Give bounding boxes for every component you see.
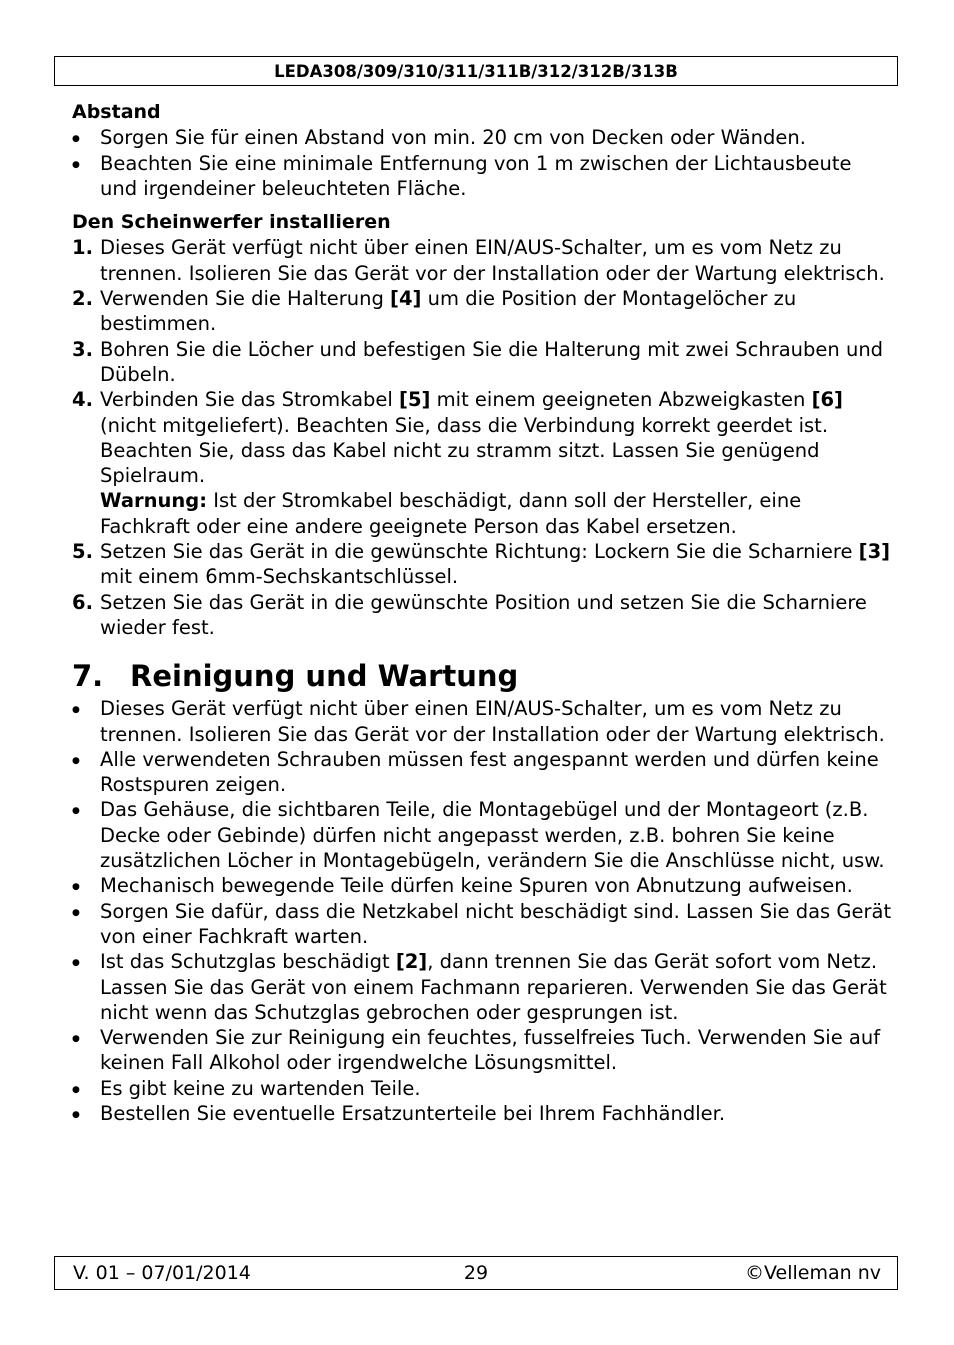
step-number: 6.	[72, 590, 93, 614]
list-item: ● Es gibt keine zu wartenden Teile.	[72, 1076, 892, 1101]
step-2	[72, 286, 892, 337]
list-item: ● Verwenden Sie zur Reinigung ein feuchtes, fusselfreies Tuch. Verwenden Sie auf keinen Fall Alkohol oder irgendwelche Lösungsmittel.	[72, 1025, 892, 1076]
copyright: ©Velleman nv	[745, 1262, 881, 1284]
list-item: ● Bestellen Sie eventuelle Ersatzunterteile bei Ihrem Fachhändler.	[72, 1101, 892, 1126]
step-text: Verbinden Sie das Stromkabel	[100, 388, 400, 412]
warning-text: Ist der Stromkabel beschädigt, dann soll der Hersteller, eine Fachkraft oder eine andere geeignete Person das Kabel ersetzen.	[100, 489, 802, 538]
list-item: ● Beachten Sie eine minimale Entfernung von 1 m zwischen der Lichtausbeute und irgendeiner beleuchteten Fläche.	[72, 151, 892, 202]
step-number: 4.	[72, 388, 93, 412]
page-footer	[54, 1256, 898, 1290]
list-item: ● Alle verwendeten Schrauben müssen fest angespannt werden und dürfen keine Rostspuren zeigen.	[72, 747, 892, 798]
item-text: Ist das Schutzglas beschädigt	[100, 950, 396, 974]
maintenance-list	[72, 696, 892, 1126]
part-ref: [3]	[858, 540, 891, 564]
part-ref: [5]	[399, 388, 431, 412]
version-date: V. 01 – 07/01/2014	[73, 1262, 251, 1284]
warning-label: Warnung:	[100, 489, 207, 513]
list-item	[72, 949, 892, 1025]
model-numbers: LEDA308/309/310/311/311B/312/312B/313B	[274, 62, 678, 81]
step-6	[72, 590, 892, 641]
install-heading: Den Scheinwerfer installieren	[72, 211, 391, 234]
step-number: 1.	[72, 236, 93, 260]
step-text: Setzen Sie das Gerät in die gewünschte Richtung: Lockern Sie die Scharniere	[100, 540, 859, 564]
step-text: (nicht mitgeliefert). Beachten Sie, dass die Verbindung korrekt geerdet ist. Beachten Sie, dass das Kabel nicht zu stramm sitzt. Lassen Sie genügend Spielraum.	[100, 413, 829, 488]
list-item: ● Mechanisch bewegende Teile dürfen keine Spuren von Abnutzung aufweisen.	[72, 873, 892, 898]
step-text: Verwenden Sie die Halterung	[100, 287, 391, 311]
step-text: mit einem geeigneten Abzweigkasten	[430, 388, 812, 412]
list-item: ● Sorgen Sie dafür, dass die Netzkabel nicht beschädigt sind. Lassen Sie das Gerät von einer Fachkraft warten.	[72, 899, 892, 950]
step-1	[72, 235, 892, 286]
part-ref: [6]	[811, 388, 843, 412]
list-item: ● Dieses Gerät verfügt nicht über einen EIN/AUS-Schalter, um es vom Netz zu trennen. Isolieren Sie das Gerät vor der Installation oder der Wartung elektrisch.	[72, 696, 892, 747]
step-4	[72, 387, 892, 539]
section-number: 7.	[72, 659, 104, 694]
part-ref: [4]	[390, 287, 422, 311]
section-heading	[72, 658, 892, 694]
step-3	[72, 337, 892, 388]
page-header	[54, 56, 898, 86]
step-5	[72, 539, 892, 590]
install-steps	[72, 235, 892, 640]
step-text: um die Position der Montagelöcher zu bestimmen.	[100, 287, 797, 336]
abstand-heading: Abstand	[72, 101, 161, 123]
section-title: Reinigung und Wartung	[130, 659, 519, 694]
item-text: , dann trennen Sie das Gerät sofort vom Netz. Lassen Sie das Gerät von einem Fachmann reparieren. Verwenden Sie das Gerät nicht wenn das Schutzglas gebrochen oder gesprungen ist.	[100, 950, 887, 1024]
step-text: mit einem 6mm-Sechskantschlüssel.	[100, 565, 459, 589]
step-text: Bohren Sie die Löcher und befestigen Sie die Halterung mit zwei Schrauben und Dübeln.	[100, 337, 884, 386]
page-content	[72, 100, 892, 1126]
list-item: ● Das Gehäuse, die sichtbaren Teile, die Montagebügel und der Montageort (z.B. Decke oder Gebinde) dürfen nicht angepasst werden, z.B. bohren Sie keine zusätzlichen Löcher in Montagebügeln, verändern Sie die Anschlüsse nicht, usw.	[72, 797, 892, 873]
step-text: Setzen Sie das Gerät in die gewünschte Position und setzen Sie die Scharniere wieder fest.	[100, 590, 867, 639]
abstand-list	[72, 125, 892, 201]
part-ref: [2]	[395, 950, 428, 974]
step-number: 3.	[72, 337, 93, 361]
list-item: ● Sorgen Sie für einen Abstand von min. 20 cm von Decken oder Wänden.	[72, 125, 892, 150]
page-number: 29	[463, 1262, 489, 1284]
step-number: 2.	[72, 287, 93, 311]
step-number: 5.	[72, 540, 93, 564]
step-text: Dieses Gerät verfügt nicht über einen EIN/AUS-Schalter, um es vom Netz zu trennen. Isolieren Sie das Gerät vor der Installation oder der Wartung elektrisch.	[100, 236, 885, 285]
